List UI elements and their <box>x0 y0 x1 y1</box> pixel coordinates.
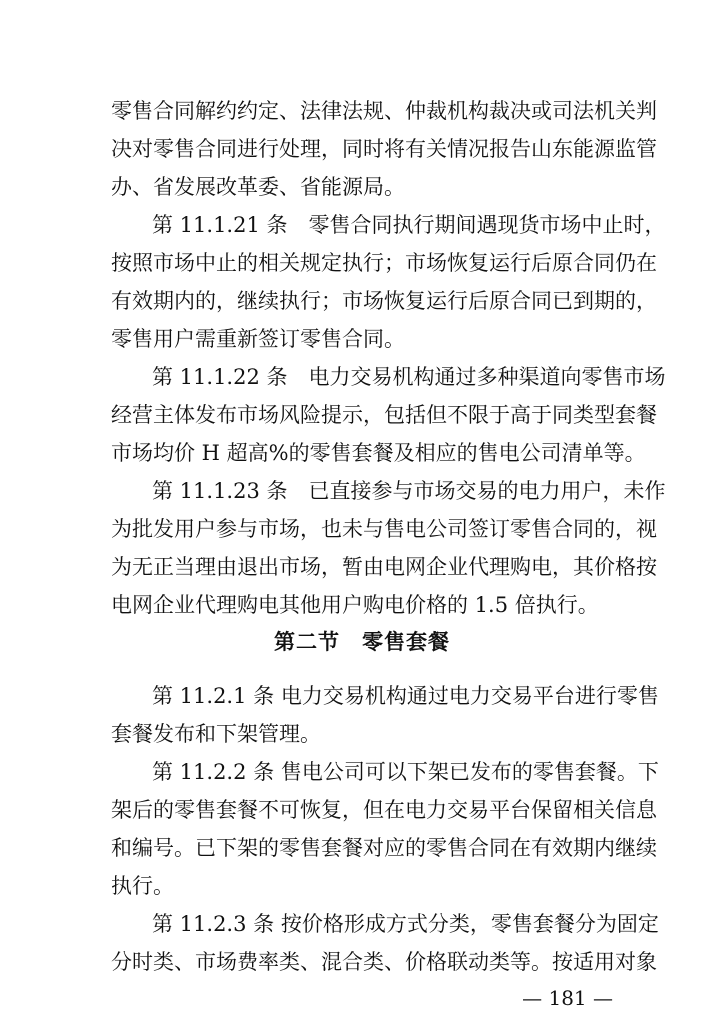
body-line: 分时类、市场费率类、混合类、价格联动类等。按适用对象 <box>111 950 657 974</box>
body-line: 零售合同解约约定、法律法规、仲裁机构裁决或司法机关判 <box>111 99 657 123</box>
body-line: 电网企业代理购电其他用户购电价格的 1.5 倍执行。 <box>111 593 599 617</box>
body-line: 市场均价 H 超高%的零售套餐及相应的售电公司清单等。 <box>111 441 646 465</box>
body-line: 为无正当理由退出市场，暂由电网企业代理购电，其价格按 <box>111 555 657 579</box>
section-title: 第二节 零售套餐 <box>274 630 450 654</box>
body-line: 架后的零售套餐不可恢复，但在电力交易平台保留相关信息 <box>111 798 657 822</box>
article-11-1-21-heading-line: 第 11.1.21 条 零售合同执行期间遇现货市场中止时， <box>152 213 666 237</box>
body-line: 决对零售合同进行处理，同时将有关情况报告山东能源监管 <box>111 137 657 161</box>
body-line: 经营主体发布市场风险提示，包括但不限于高于同类型套餐 <box>111 403 657 427</box>
body-line: 套餐发布和下架管理。 <box>111 722 321 746</box>
article-11-1-22-heading-line: 第 11.1.22 条 电力交易机构通过多种渠道向零售市场 <box>152 365 666 389</box>
body-line: 执行。 <box>111 874 174 898</box>
body-line: 办、省发展改革委、省能源局。 <box>111 175 405 199</box>
body-line: 和编号。已下架的零售套餐对应的零售合同在有效期内继续 <box>111 836 657 860</box>
article-11-2-1-heading-line: 第 11.2.1 条 电力交易机构通过电力交易平台进行零售 <box>152 684 659 708</box>
article-11-2-3-heading-line: 第 11.2.3 条 按价格形成方式分类，零售套餐分为固定 <box>152 912 659 936</box>
article-11-2-2-heading-line: 第 11.2.2 条 售电公司可以下架已发布的零售套餐。下 <box>152 760 659 784</box>
body-line: 有效期内的，继续执行；市场恢复运行后原合同已到期的， <box>111 289 657 313</box>
body-line: 为批发用户参与市场，也未与售电公司签订零售合同的，视 <box>111 517 657 541</box>
page-number: — 181 — <box>522 986 613 1010</box>
article-11-1-23-heading-line: 第 11.1.23 条 已直接参与市场交易的电力用户，未作 <box>152 479 666 503</box>
body-line: 按照市场中止的相关规定执行；市场恢复运行后原合同仍在 <box>111 251 657 275</box>
body-line: 零售用户需重新签订零售合同。 <box>111 327 405 351</box>
